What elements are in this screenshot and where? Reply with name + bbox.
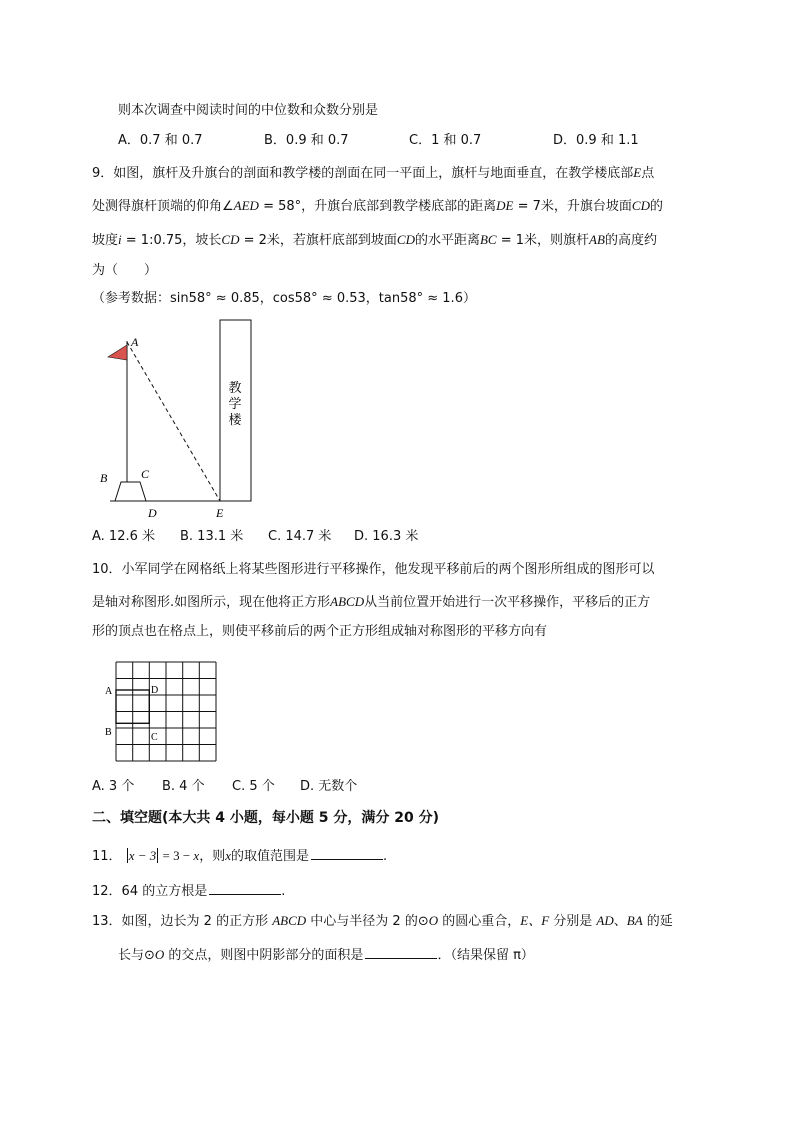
- q13-text-1c: 的圆心重合，: [438, 914, 521, 929]
- var-ad: AD: [596, 913, 614, 928]
- section-2-heading: 二、填空题(本大共 4 小题，每小题 5 分，满分 20 分): [92, 810, 440, 826]
- q12-text: 64 的立方根是: [121, 884, 208, 899]
- q10-option-a: A. 3 个: [92, 779, 135, 794]
- q10-line-2: [92, 594, 650, 611]
- q12-line: [92, 882, 285, 900]
- flag-platform: [115, 482, 146, 501]
- q9-text-3c: = 2米，若旗杆底部到坡面: [239, 233, 397, 248]
- q9-text-3f: 的高度约: [604, 233, 657, 248]
- grid-label-a: A: [105, 686, 113, 697]
- q10-line-1: [92, 562, 655, 578]
- var-abcd: ABCD: [330, 594, 365, 609]
- label-a: A: [131, 335, 139, 349]
- q12-answer-blank[interactable]: [209, 882, 281, 895]
- var-o: O: [428, 913, 439, 928]
- label-e: E: [216, 506, 224, 520]
- q13-text-1d: 分别是: [549, 914, 597, 929]
- q10-number: 10．: [92, 562, 122, 577]
- q12-number: 12．: [92, 884, 122, 899]
- label-b: B: [100, 471, 108, 485]
- q10-line-3: 形的顶点也在格点上，则使平移前后的两个正方形组成轴对称图形的平移方向有: [92, 624, 548, 639]
- q13-number: 13．: [92, 914, 122, 929]
- q9-text-1: 如图，旗杆及升旗台的剖面和教学楼的剖面在同一平面上，旗杆与地面垂直，在教学楼底部: [113, 166, 634, 181]
- q8-stem: 则本次调查中阅读时间的中位数和众数分别是: [118, 103, 379, 118]
- q10-option-d: D. 无数个: [300, 779, 358, 794]
- q13-text-1f: 的延: [642, 914, 673, 929]
- q9-figure: [94, 316, 264, 526]
- var-cd: CD: [631, 198, 650, 213]
- grid-label-d: D: [151, 685, 159, 696]
- q13-text-2a: 长与⊙: [118, 948, 155, 963]
- angle-aed: AED: [233, 198, 259, 213]
- q11-tail-a: ，则: [199, 849, 226, 864]
- label-d: D: [148, 506, 157, 520]
- q9-option-b: B. 13.1 米: [180, 529, 244, 544]
- q8-option-b: B．0.9 和 0.7: [264, 133, 349, 148]
- var-cd-3: CD: [396, 232, 415, 247]
- q9-reference: （参考数据：sin58° ≈ 0.85，cos58° ≈ 0.53，tan58° ≈ 1.6）: [92, 291, 476, 306]
- grid-lines: [116, 662, 216, 761]
- q13-text-2b: 的交点，则图中阴影部分的面积是: [164, 948, 364, 963]
- q9-text-3d: 的水平距离: [414, 233, 480, 248]
- q11-line: [92, 847, 387, 865]
- label-c: C: [141, 467, 150, 481]
- q11-tail-b: 的取值范围是: [230, 849, 309, 864]
- q9-text-2b: = 58°，升旗台底部到教学楼底部的距离: [258, 199, 497, 214]
- abs-inner: x − 3: [128, 848, 157, 863]
- q10-grid-figure: [100, 659, 220, 765]
- q13-line-2: [118, 946, 534, 964]
- q13-text-1b: 中心与半径为 2 的⊙: [306, 914, 429, 929]
- q13-answer-blank[interactable]: [365, 946, 437, 959]
- q9-text-2a: 处测得旗杆顶端的仰角∠: [92, 199, 234, 214]
- var-abcd-2: ABCD: [272, 913, 307, 928]
- q9-option-c: C. 14.7 米: [268, 529, 332, 544]
- q11-end: .: [383, 849, 388, 864]
- grid-label-c: C: [151, 732, 158, 743]
- var-i: i: [118, 232, 122, 247]
- var-x-2: x: [225, 848, 231, 863]
- q11-number: 11．: [92, 849, 122, 864]
- q9-line-1: [92, 165, 654, 182]
- q9-text-3e: = 1米，则旗杆: [496, 233, 590, 248]
- q13-text-1a: 如图，边长为 2 的正方形: [121, 914, 273, 929]
- var-cd-2: CD: [221, 232, 240, 247]
- q9-text-2d: 的: [649, 199, 663, 214]
- building-label-2: 学: [228, 397, 242, 412]
- flag-icon: [108, 345, 127, 360]
- var-e: E: [633, 165, 642, 180]
- q9-text-2c: = 7米，升旗台坡面: [513, 199, 632, 214]
- q9-line-4: 为（ ）: [92, 263, 158, 278]
- var-ba: BA: [626, 913, 643, 928]
- var-ab: AB: [589, 232, 605, 247]
- q9-line-2: [92, 198, 663, 215]
- q8-option-d: D．0.9 和 1.1: [553, 133, 639, 148]
- q9-text-3a: 坡度: [92, 233, 119, 248]
- q12-end: .: [281, 884, 286, 899]
- var-x: x: [193, 848, 200, 863]
- q9-line-3: [92, 232, 657, 249]
- q9-text-1-end: 点: [641, 166, 655, 181]
- var-ef: E、F: [520, 913, 550, 928]
- q9-text-3b: = 1:0.75，坡长: [121, 233, 222, 248]
- q10-option-c: C. 5 个: [232, 779, 275, 794]
- q9-number: 9．: [92, 166, 114, 181]
- var-o-2: O: [154, 947, 165, 962]
- q13-text-1e: 、: [613, 914, 627, 929]
- grid-label-b: B: [105, 727, 112, 738]
- q8-option-c: C．1 和 0.7: [409, 133, 482, 148]
- q11-answer-blank[interactable]: [311, 847, 383, 860]
- q10-text-2a: 是轴对称图形.如图所示，现在他将正方形: [92, 595, 331, 610]
- abs-left-bar: [127, 848, 128, 863]
- q9-option-d: D. 16.3 米: [354, 529, 419, 544]
- var-de: DE: [496, 198, 514, 213]
- var-bc: BC: [479, 232, 497, 247]
- building-label-3: 楼: [228, 413, 242, 428]
- q10-text-2b: 从当前位置开始进行一次平移操作，平移后的正方: [364, 595, 651, 610]
- q11-equals: = 3 −: [159, 848, 194, 863]
- q8-option-a: A．0.7 和 0.7: [118, 133, 203, 148]
- q13-line-1: [92, 913, 673, 930]
- q9-option-a: A. 12.6 米: [92, 529, 156, 544]
- q10-text-1: 小军同学在网格纸上将某些图形进行平移操作，他发现平移前后的两个图形所组成的图形可以: [121, 562, 655, 577]
- building-label-1: 教: [228, 381, 242, 396]
- q13-text-2c: ．（结果保留 π）: [437, 948, 534, 963]
- q10-option-b: B. 4 个: [162, 779, 205, 794]
